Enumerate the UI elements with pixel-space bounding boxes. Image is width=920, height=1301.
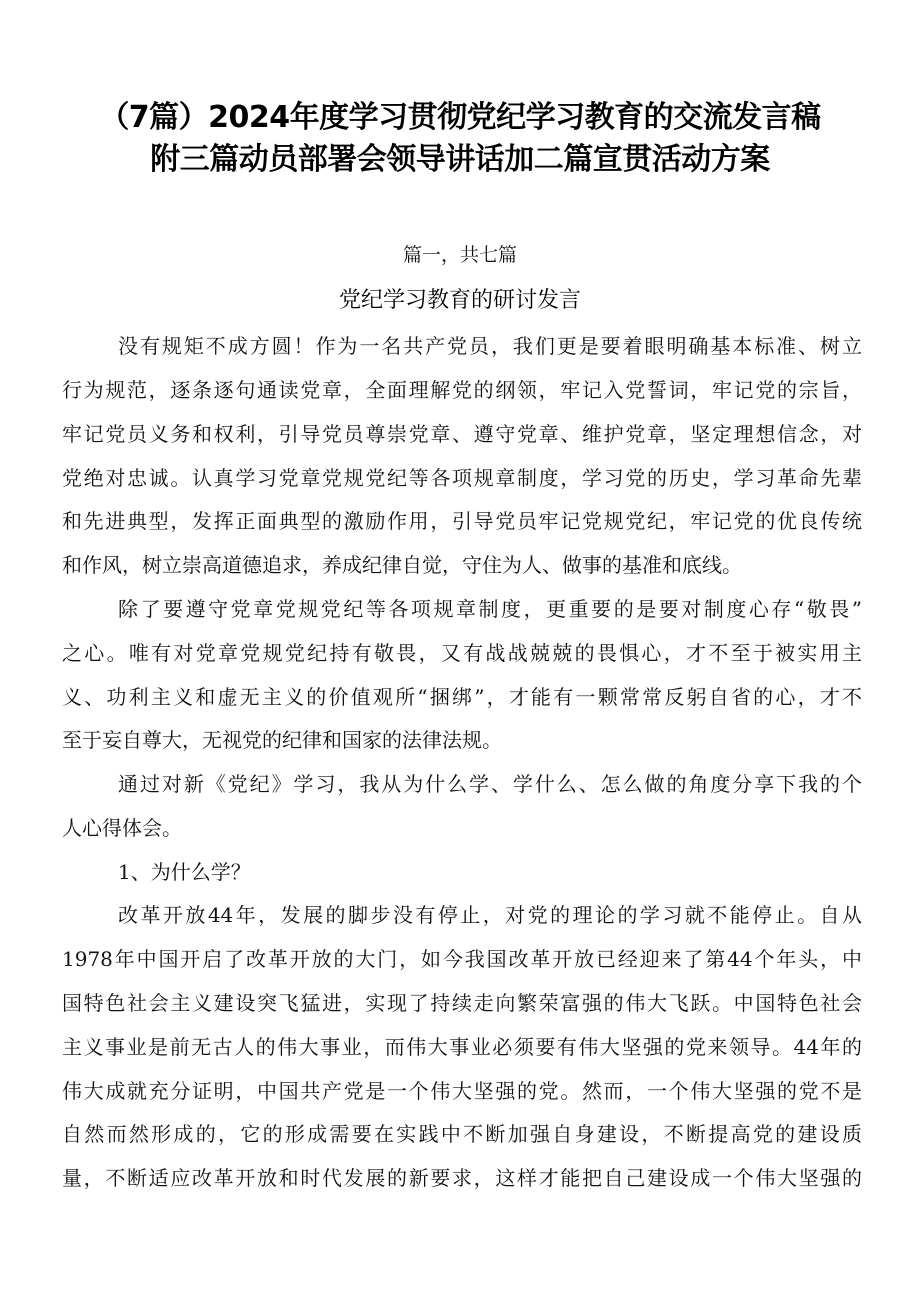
paragraph-line: 没有规矩不成方圆！作为一名共产党员，我们更是要着眼明确基本标准、树立 [118,334,862,358]
section-label: 篇一，共七篇 [402,244,517,266]
paragraph-line: 之心。唯有对党章党规党纪持有敬畏，又有战战兢兢的畏惧心，才不至于被实用主 [62,641,862,665]
paragraph-line: 除了要遵守党章党规党纪等各项规章制度，更重要的是要对制度心存“敬畏” [118,597,862,621]
paragraph-line: 量，不断适应改革开放和时代发展的新要求，这样才能把自己建设成一个伟大坚强的 [62,1166,862,1190]
paragraph-line: 主义事业是前无古人的伟大事业，而伟大事业必须要有伟大坚强的党来领导。44年的 [62,1035,862,1059]
subheading-why-study: 1、为什么学？ [118,860,251,884]
paragraph-line: 人心得体会。 [62,816,182,840]
paragraph-line: 牢记党员义务和权利，引导党员尊崇党章、遵守党章、维护党章，坚定理想信念，对 [62,422,862,446]
paragraph-line: 义、功利主义和虚无主义的价值观所“捆绑”，才能有一颗常常反躬自省的心，才不 [62,685,862,709]
paragraph-line: 和作风，树立崇高道德追求，养成纪律自觉，守住为人、做事的基准和底线。 [62,553,742,577]
paragraph-line: 和先进典型，发挥正面典型的激励作用，引导党员牢记党规党纪，牢记党的优良传统 [62,509,862,533]
paragraph-line: 行为规范，逐条逐句通读党章，全面理解党的纲领，牢记入党誓词，牢记党的宗旨， [62,378,862,402]
section-heading: 党纪学习教育的研讨发言 [338,288,581,313]
paragraph-line: 通过对新《党纪》学习，我从为什么学、学什么、怎么做的角度分享下我的个 [118,772,862,796]
paragraph-line: 1978年中国开启了改革开放的大门，如今我国改革开放已经迎来了第44个年头，中 [62,947,862,971]
paragraph-line: 改革开放44年，发展的脚步没有停止，对党的理论的学习就不能停止。自从 [118,903,862,927]
paragraph-line: 至于妄自尊大，无视党的纪律和国家的法律法规。 [62,728,502,752]
paragraph-line: 自然而然形成的，它的形成需要在实践中不断加强自身建设，不断提高党的建设质 [62,1122,862,1146]
document-title-line-2: 附三篇动员部署会领导讲话加二篇宣贯活动方案 [150,142,770,177]
paragraph-line: 伟大成就充分证明，中国共产党是一个伟大坚强的党。然而，一个伟大坚强的党不是 [62,1079,862,1103]
document-title-line-1: （7篇）2024年度学习贯彻党纪学习教育的交流发言稿 [99,100,821,135]
paragraph-line: 国特色社会主义建设突飞猛进，实现了持续走向繁荣富强的伟大飞跃。中国特色社会 [62,991,862,1015]
paragraph-line: 党绝对忠诚。认真学习党章党规党纪等各项规章制度，学习党的历史，学习革命先辈 [62,466,862,490]
